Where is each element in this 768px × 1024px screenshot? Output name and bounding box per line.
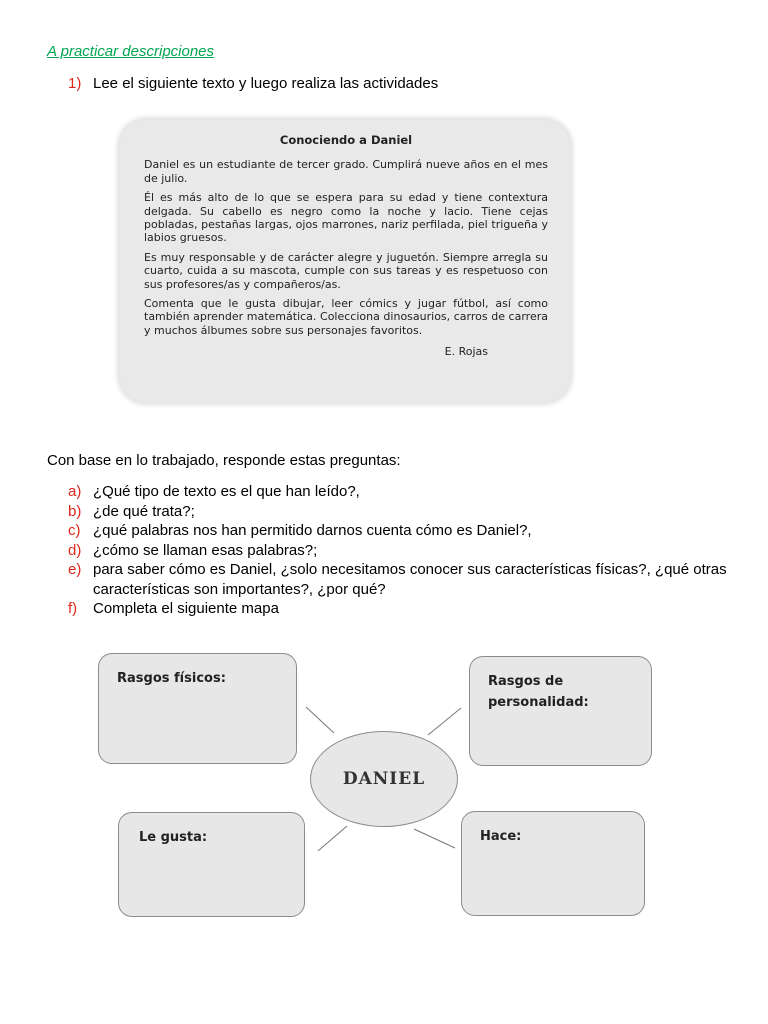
question-letter: d)	[68, 541, 82, 559]
question-text: ¿cómo se llaman esas palabras?;	[93, 541, 318, 559]
map-box-does	[461, 811, 645, 916]
instruction-number: 1)	[68, 75, 82, 92]
question-letter: a)	[68, 483, 82, 500]
reading-paragraph: Daniel es un estudiante de tercer grado. Cumplirá nueve años en el mes de julio.	[144, 158, 548, 185]
question-letter: e)	[68, 561, 82, 578]
connector-line	[306, 707, 334, 733]
question-text: ¿qué palabras nos han permitido darnos cuenta cómo es Daniel?,	[93, 522, 532, 539]
map-box-label: Rasgos físicos:	[117, 671, 226, 686]
questions-intro: Con base en lo trabajado, responde estas preguntas:	[47, 452, 401, 469]
reading-paragraph: Él es más alto de lo que se espera para su edad y tiene contextura delgada. Su cabello es negro como la noche y lacio. Tiene cejas pobladas, pestañas largas, ojos marrones, nariz perfilada, piel trigueña y labios gruesos.	[144, 191, 548, 245]
question-text: ¿de qué trata?;	[93, 502, 195, 520]
map-box-label: Rasgos de personalidad:	[488, 674, 589, 710]
reading-paragraph: Es muy responsable y de carácter alegre y juguetón. Siempre arregla su cuarto, cuida a su mascota, cumple con sus tareas y es respetuoso con sus profesores/as y compañeros/as.	[144, 250, 548, 291]
map-box-likes	[118, 812, 305, 917]
page-heading: A practicar descripciones	[47, 43, 215, 60]
map-box-physical-traits	[98, 653, 297, 764]
question-letter: b)	[68, 502, 82, 520]
question-text: Completa el siguiente mapa	[93, 600, 279, 617]
question-letter: c)	[68, 522, 81, 539]
reading-paragraph: Comenta que le gusta dibujar, leer cómics y jugar fútbol, así como también aprender matemática. Colecciona dinosaurios, carros de carrera y muchos álbumes sobre sus personajes favoritos.	[144, 297, 548, 337]
map-box-label: Le gusta:	[139, 830, 208, 845]
reading-author: E. Rojas	[444, 345, 488, 359]
reading-title: Conociendo a Daniel	[279, 133, 413, 147]
question-letter: f)	[68, 600, 78, 617]
map-center-oval	[310, 731, 458, 827]
instruction-text: Lee el siguiente texto y luego realiza las actividades	[93, 75, 439, 92]
connector-line	[318, 826, 347, 851]
map-box-personality-traits	[469, 656, 652, 766]
connector-line	[414, 829, 455, 848]
question-text: para saber cómo es Daniel, ¿solo necesitamos conocer sus características físicas?, ¿qué otras características son importantes?, ¿por qué?	[93, 561, 727, 598]
map-box-label: Hace:	[480, 829, 522, 844]
connector-line	[428, 708, 461, 735]
question-text: ¿Qué tipo de texto es el que han leído?,	[93, 483, 360, 500]
map-center-label: DANIEL	[342, 769, 426, 789]
